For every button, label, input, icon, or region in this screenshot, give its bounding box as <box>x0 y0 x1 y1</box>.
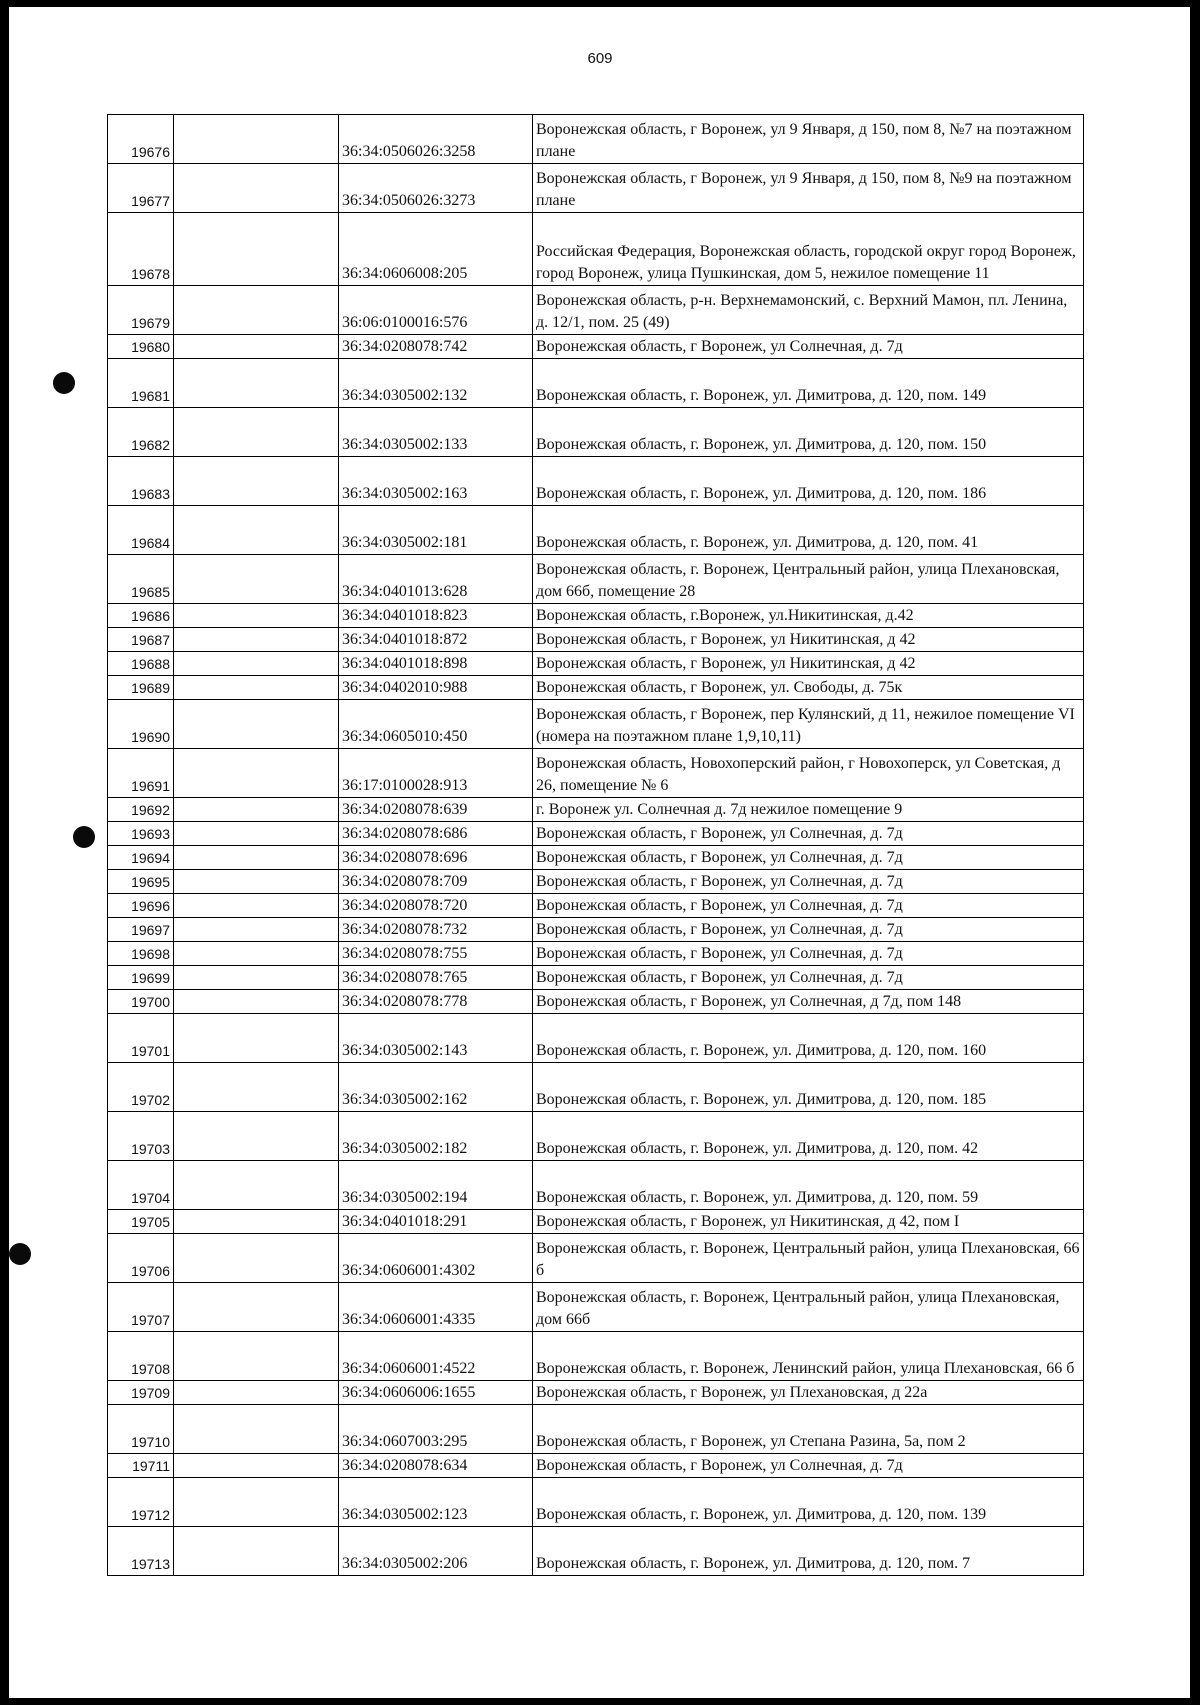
table-row <box>108 870 1084 894</box>
row-number-cell: 19697 <box>108 918 174 942</box>
empty-cell <box>174 359 339 408</box>
address-cell: Воронежская область, г Воронеж, ул 9 Января, д 150, пом 8, №9 на поэтажном плане <box>533 164 1084 213</box>
table-row <box>108 335 1084 359</box>
table-row <box>108 676 1084 700</box>
cadastral-number-cell: 36:34:0305002:123 <box>339 1478 533 1527</box>
row-number-cell: 19693 <box>108 822 174 846</box>
empty-cell <box>174 1478 339 1527</box>
table-row <box>108 1381 1084 1405</box>
empty-cell <box>174 604 339 628</box>
cadastral-number-cell: 36:34:0305002:132 <box>339 359 533 408</box>
empty-cell <box>174 555 339 604</box>
cadastral-number-cell: 36:34:0606006:1655 <box>339 1381 533 1405</box>
table-row <box>108 555 1084 604</box>
row-number-cell: 19700 <box>108 990 174 1014</box>
cadastral-number-cell: 36:34:0305002:133 <box>339 408 533 457</box>
cadastral-number-cell: 36:34:0208078:634 <box>339 1454 533 1478</box>
table-row <box>108 408 1084 457</box>
address-cell: Воронежская область, г.Воронеж, ул.Никитинская, д.42 <box>533 604 1084 628</box>
empty-cell <box>174 846 339 870</box>
address-cell: Воронежская область, г. Воронеж, ул. Димитрова, д. 120, пом. 149 <box>533 359 1084 408</box>
table-row <box>108 604 1084 628</box>
table-row <box>108 1234 1084 1283</box>
table-row <box>108 628 1084 652</box>
address-cell: Воронежская область, г Воронеж, ул Солнечная, д. 7д <box>533 966 1084 990</box>
address-cell: Воронежская область, г. Воронеж, ул. Димитрова, д. 120, пом. 139 <box>533 1478 1084 1527</box>
cadastral-number-cell: 36:34:0506026:3258 <box>339 115 533 164</box>
cadastral-number-cell: 36:34:0305002:162 <box>339 1063 533 1112</box>
row-number-cell: 19692 <box>108 798 174 822</box>
address-cell: Воронежская область, г Воронеж, ул Солнечная, д. 7д <box>533 846 1084 870</box>
address-cell: Воронежская область, г Воронеж, ул Солнечная, д. 7д <box>533 335 1084 359</box>
empty-cell <box>174 798 339 822</box>
empty-cell <box>174 1454 339 1478</box>
address-cell: Воронежская область, г Воронеж, ул Солнечная, д. 7д <box>533 1454 1084 1478</box>
row-number-cell: 19696 <box>108 894 174 918</box>
row-number-cell: 19701 <box>108 1014 174 1063</box>
empty-cell <box>174 1112 339 1161</box>
cadastral-number-cell: 36:34:0208078:696 <box>339 846 533 870</box>
cadastral-number-cell: 36:34:0208078:720 <box>339 894 533 918</box>
page-number: 609 <box>587 50 613 67</box>
empty-cell <box>174 408 339 457</box>
cadastral-number-cell: 36:34:0208078:686 <box>339 822 533 846</box>
cadastral-number-cell: 36:34:0305002:143 <box>339 1014 533 1063</box>
row-number-cell: 19684 <box>108 506 174 555</box>
empty-cell <box>174 1381 339 1405</box>
cadastral-number-cell: 36:34:0208078:755 <box>339 942 533 966</box>
address-cell: Воронежская область, г. Воронеж, Центральный район, улица Плехановская, дом 66б <box>533 1283 1084 1332</box>
address-cell: Воронежская область, р-н. Верхнемамонский, с. Верхний Мамон, пл. Ленина, д. 12/1, пом. 25 (49) <box>533 286 1084 335</box>
address-cell: Воронежская область, г Воронеж, пер Кулянский, д 11, нежилое помещение VI (номера на поэтажном плане 1,9,10,11) <box>533 700 1084 749</box>
table-row <box>108 457 1084 506</box>
row-number-cell: 19689 <box>108 676 174 700</box>
row-number-cell: 19695 <box>108 870 174 894</box>
empty-cell <box>174 652 339 676</box>
table-row <box>108 1161 1084 1210</box>
table-row <box>108 1112 1084 1161</box>
empty-cell <box>174 894 339 918</box>
table-row <box>108 164 1084 213</box>
table-row <box>108 1332 1084 1381</box>
empty-cell <box>174 700 339 749</box>
table-row <box>108 942 1084 966</box>
row-number-cell: 19704 <box>108 1161 174 1210</box>
empty-cell <box>174 164 339 213</box>
cadastral-number-cell: 36:34:0401018:872 <box>339 628 533 652</box>
row-number-cell: 19709 <box>108 1381 174 1405</box>
cadastral-number-cell: 36:34:0305002:182 <box>339 1112 533 1161</box>
row-number-cell: 19702 <box>108 1063 174 1112</box>
empty-cell <box>174 506 339 555</box>
table-row <box>108 1478 1084 1527</box>
cadastral-number-cell: 36:34:0401018:291 <box>339 1210 533 1234</box>
empty-cell <box>174 213 339 286</box>
cadastral-number-cell: 36:34:0606001:4335 <box>339 1283 533 1332</box>
punch-hole-mark <box>9 1243 31 1265</box>
address-cell: Воронежская область, г Воронеж, ул Солнечная, д. 7д <box>533 918 1084 942</box>
address-cell: Воронежская область, г. Воронеж, Ленинский район, улица Плехановская, 66 б <box>533 1332 1084 1381</box>
row-number-cell: 19679 <box>108 286 174 335</box>
row-number-cell: 19691 <box>108 749 174 798</box>
address-cell: Воронежская область, г. Воронеж, Центральный район, улица Плехановская, дом 66б, помещение 28 <box>533 555 1084 604</box>
table-row <box>108 966 1084 990</box>
row-number-cell: 19688 <box>108 652 174 676</box>
table-row <box>108 506 1084 555</box>
cadastral-number-cell: 36:06:0100016:576 <box>339 286 533 335</box>
row-number-cell: 19710 <box>108 1405 174 1454</box>
address-cell: Воронежская область, г. Воронеж, ул. Димитрова, д. 120, пом. 160 <box>533 1014 1084 1063</box>
table-row <box>108 286 1084 335</box>
cadastral-number-cell: 36:34:0208078:742 <box>339 335 533 359</box>
row-number-cell: 19703 <box>108 1112 174 1161</box>
row-number-cell: 19685 <box>108 555 174 604</box>
row-number-cell: 19711 <box>108 1454 174 1478</box>
cadastral-number-cell: 36:17:0100028:913 <box>339 749 533 798</box>
address-cell: Воронежская область, г. Воронеж, Центральный район, улица Плехановская, 66 б <box>533 1234 1084 1283</box>
row-number-cell: 19699 <box>108 966 174 990</box>
table-row <box>108 749 1084 798</box>
row-number-cell: 19690 <box>108 700 174 749</box>
cadastral-number-cell: 36:34:0607003:295 <box>339 1405 533 1454</box>
row-number-cell: 19677 <box>108 164 174 213</box>
row-number-cell: 19683 <box>108 457 174 506</box>
empty-cell <box>174 1063 339 1112</box>
empty-cell <box>174 457 339 506</box>
row-number-cell: 19708 <box>108 1332 174 1381</box>
empty-cell <box>174 918 339 942</box>
empty-cell <box>174 628 339 652</box>
empty-cell <box>174 1283 339 1332</box>
cadastral-number-cell: 36:34:0208078:709 <box>339 870 533 894</box>
table-row <box>108 1405 1084 1454</box>
address-cell: Российская Федерация, Воронежская область, городской округ город Воронеж, город Воронеж, улица Пушкинская, дом 5, нежилое помещение 11 <box>533 213 1084 286</box>
empty-cell <box>174 286 339 335</box>
table-row <box>108 822 1084 846</box>
address-cell: Воронежская область, Новохоперский район, г Новохоперск, ул Советская, д 26, помещение № 6 <box>533 749 1084 798</box>
cadastral-number-cell: 36:34:0208078:765 <box>339 966 533 990</box>
address-cell: Воронежская область, г Воронеж, ул Солнечная, д 7д, пом 148 <box>533 990 1084 1014</box>
cadastral-number-cell: 36:34:0208078:778 <box>339 990 533 1014</box>
empty-cell <box>174 942 339 966</box>
table-row <box>108 918 1084 942</box>
empty-cell <box>174 822 339 846</box>
cadastral-number-cell: 36:34:0606001:4302 <box>339 1234 533 1283</box>
table-row <box>108 846 1084 870</box>
address-cell: Воронежская область, г Воронеж, ул Солнечная, д. 7д <box>533 942 1084 966</box>
address-cell: Воронежская область, г Воронеж, ул Солнечная, д. 7д <box>533 822 1084 846</box>
table-row <box>108 1063 1084 1112</box>
row-number-cell: 19680 <box>108 335 174 359</box>
empty-cell <box>174 749 339 798</box>
empty-cell <box>174 990 339 1014</box>
address-cell: Воронежская область, г Воронеж, ул 9 Января, д 150, пом 8, №7 на поэтажном плане <box>533 115 1084 164</box>
row-number-cell: 19682 <box>108 408 174 457</box>
punch-hole-mark <box>73 826 95 848</box>
row-number-cell: 19712 <box>108 1478 174 1527</box>
empty-cell <box>174 335 339 359</box>
empty-cell <box>174 1332 339 1381</box>
empty-cell <box>174 1161 339 1210</box>
address-cell: Воронежская область, г Воронеж, ул Солнечная, д. 7д <box>533 870 1084 894</box>
address-cell: Воронежская область, г Воронеж, ул Плехановская, д 22а <box>533 1381 1084 1405</box>
row-number-cell: 19681 <box>108 359 174 408</box>
cadastral-number-cell: 36:34:0401018:898 <box>339 652 533 676</box>
table-row <box>108 1210 1084 1234</box>
table-row <box>108 652 1084 676</box>
address-cell: Воронежская область, г Воронеж, ул Никитинская, д 42 <box>533 652 1084 676</box>
table-row <box>108 1454 1084 1478</box>
row-number-cell: 19694 <box>108 846 174 870</box>
table-row <box>108 115 1084 164</box>
cadastral-number-cell: 36:34:0305002:194 <box>339 1161 533 1210</box>
cadastral-number-cell: 36:34:0401018:823 <box>339 604 533 628</box>
row-number-cell: 19686 <box>108 604 174 628</box>
address-cell: Воронежская область, г. Воронеж, ул. Димитрова, д. 120, пом. 185 <box>533 1063 1084 1112</box>
cadastral-number-cell: 36:34:0605010:450 <box>339 700 533 749</box>
table-row <box>108 990 1084 1014</box>
cadastral-number-cell: 36:34:0305002:163 <box>339 457 533 506</box>
address-cell: Воронежская область, г Воронеж, ул Степана Разина, 5а, пом 2 <box>533 1405 1084 1454</box>
address-cell: Воронежская область, г Воронеж, ул Солнечная, д. 7д <box>533 894 1084 918</box>
property-register-table <box>107 114 1084 1576</box>
address-cell: Воронежская область, г. Воронеж, ул. Димитрова, д. 120, пом. 41 <box>533 506 1084 555</box>
cadastral-number-cell: 36:34:0401013:628 <box>339 555 533 604</box>
row-number-cell: 19678 <box>108 213 174 286</box>
row-number-cell: 19706 <box>108 1234 174 1283</box>
cadastral-number-cell: 36:34:0305002:206 <box>339 1527 533 1576</box>
register-table-body <box>108 115 1084 1576</box>
address-cell: г. Воронеж ул. Солнечная д. 7д нежилое помещение 9 <box>533 798 1084 822</box>
empty-cell <box>174 1527 339 1576</box>
table-row <box>108 1283 1084 1332</box>
cadastral-number-cell: 36:34:0208078:639 <box>339 798 533 822</box>
cadastral-number-cell: 36:34:0606001:4522 <box>339 1332 533 1381</box>
table-row <box>108 894 1084 918</box>
table-row <box>108 1527 1084 1576</box>
cadastral-number-cell: 36:34:0606008:205 <box>339 213 533 286</box>
cadastral-number-cell: 36:34:0208078:732 <box>339 918 533 942</box>
empty-cell <box>174 115 339 164</box>
address-cell: Воронежская область, г. Воронеж, ул. Димитрова, д. 120, пом. 186 <box>533 457 1084 506</box>
empty-cell <box>174 1210 339 1234</box>
empty-cell <box>174 1234 339 1283</box>
address-cell: Воронежская область, г. Воронеж, ул. Димитрова, д. 120, пом. 59 <box>533 1161 1084 1210</box>
row-number-cell: 19707 <box>108 1283 174 1332</box>
cadastral-number-cell: 36:34:0305002:181 <box>339 506 533 555</box>
empty-cell <box>174 966 339 990</box>
empty-cell <box>174 676 339 700</box>
address-cell: Воронежская область, г. Воронеж, ул. Димитрова, д. 120, пом. 7 <box>533 1527 1084 1576</box>
cadastral-number-cell: 36:34:0402010:988 <box>339 676 533 700</box>
row-number-cell: 19676 <box>108 115 174 164</box>
empty-cell <box>174 870 339 894</box>
address-cell: Воронежская область, г Воронеж, ул Никитинская, д 42 <box>533 628 1084 652</box>
address-cell: Воронежская область, г Воронеж, ул. Свободы, д. 75к <box>533 676 1084 700</box>
address-cell: Воронежская область, г Воронеж, ул Никитинская, д 42, пом I <box>533 1210 1084 1234</box>
table-row <box>108 359 1084 408</box>
table-row <box>108 1014 1084 1063</box>
cadastral-number-cell: 36:34:0506026:3273 <box>339 164 533 213</box>
row-number-cell: 19705 <box>108 1210 174 1234</box>
empty-cell <box>174 1014 339 1063</box>
row-number-cell: 19687 <box>108 628 174 652</box>
table-row <box>108 700 1084 749</box>
address-cell: Воронежская область, г. Воронеж, ул. Димитрова, д. 120, пом. 42 <box>533 1112 1084 1161</box>
punch-hole-mark <box>53 372 75 394</box>
address-cell: Воронежская область, г. Воронеж, ул. Димитрова, д. 120, пом. 150 <box>533 408 1084 457</box>
row-number-cell: 19698 <box>108 942 174 966</box>
row-number-cell: 19713 <box>108 1527 174 1576</box>
empty-cell <box>174 1405 339 1454</box>
table-row <box>108 213 1084 286</box>
table-row <box>108 798 1084 822</box>
